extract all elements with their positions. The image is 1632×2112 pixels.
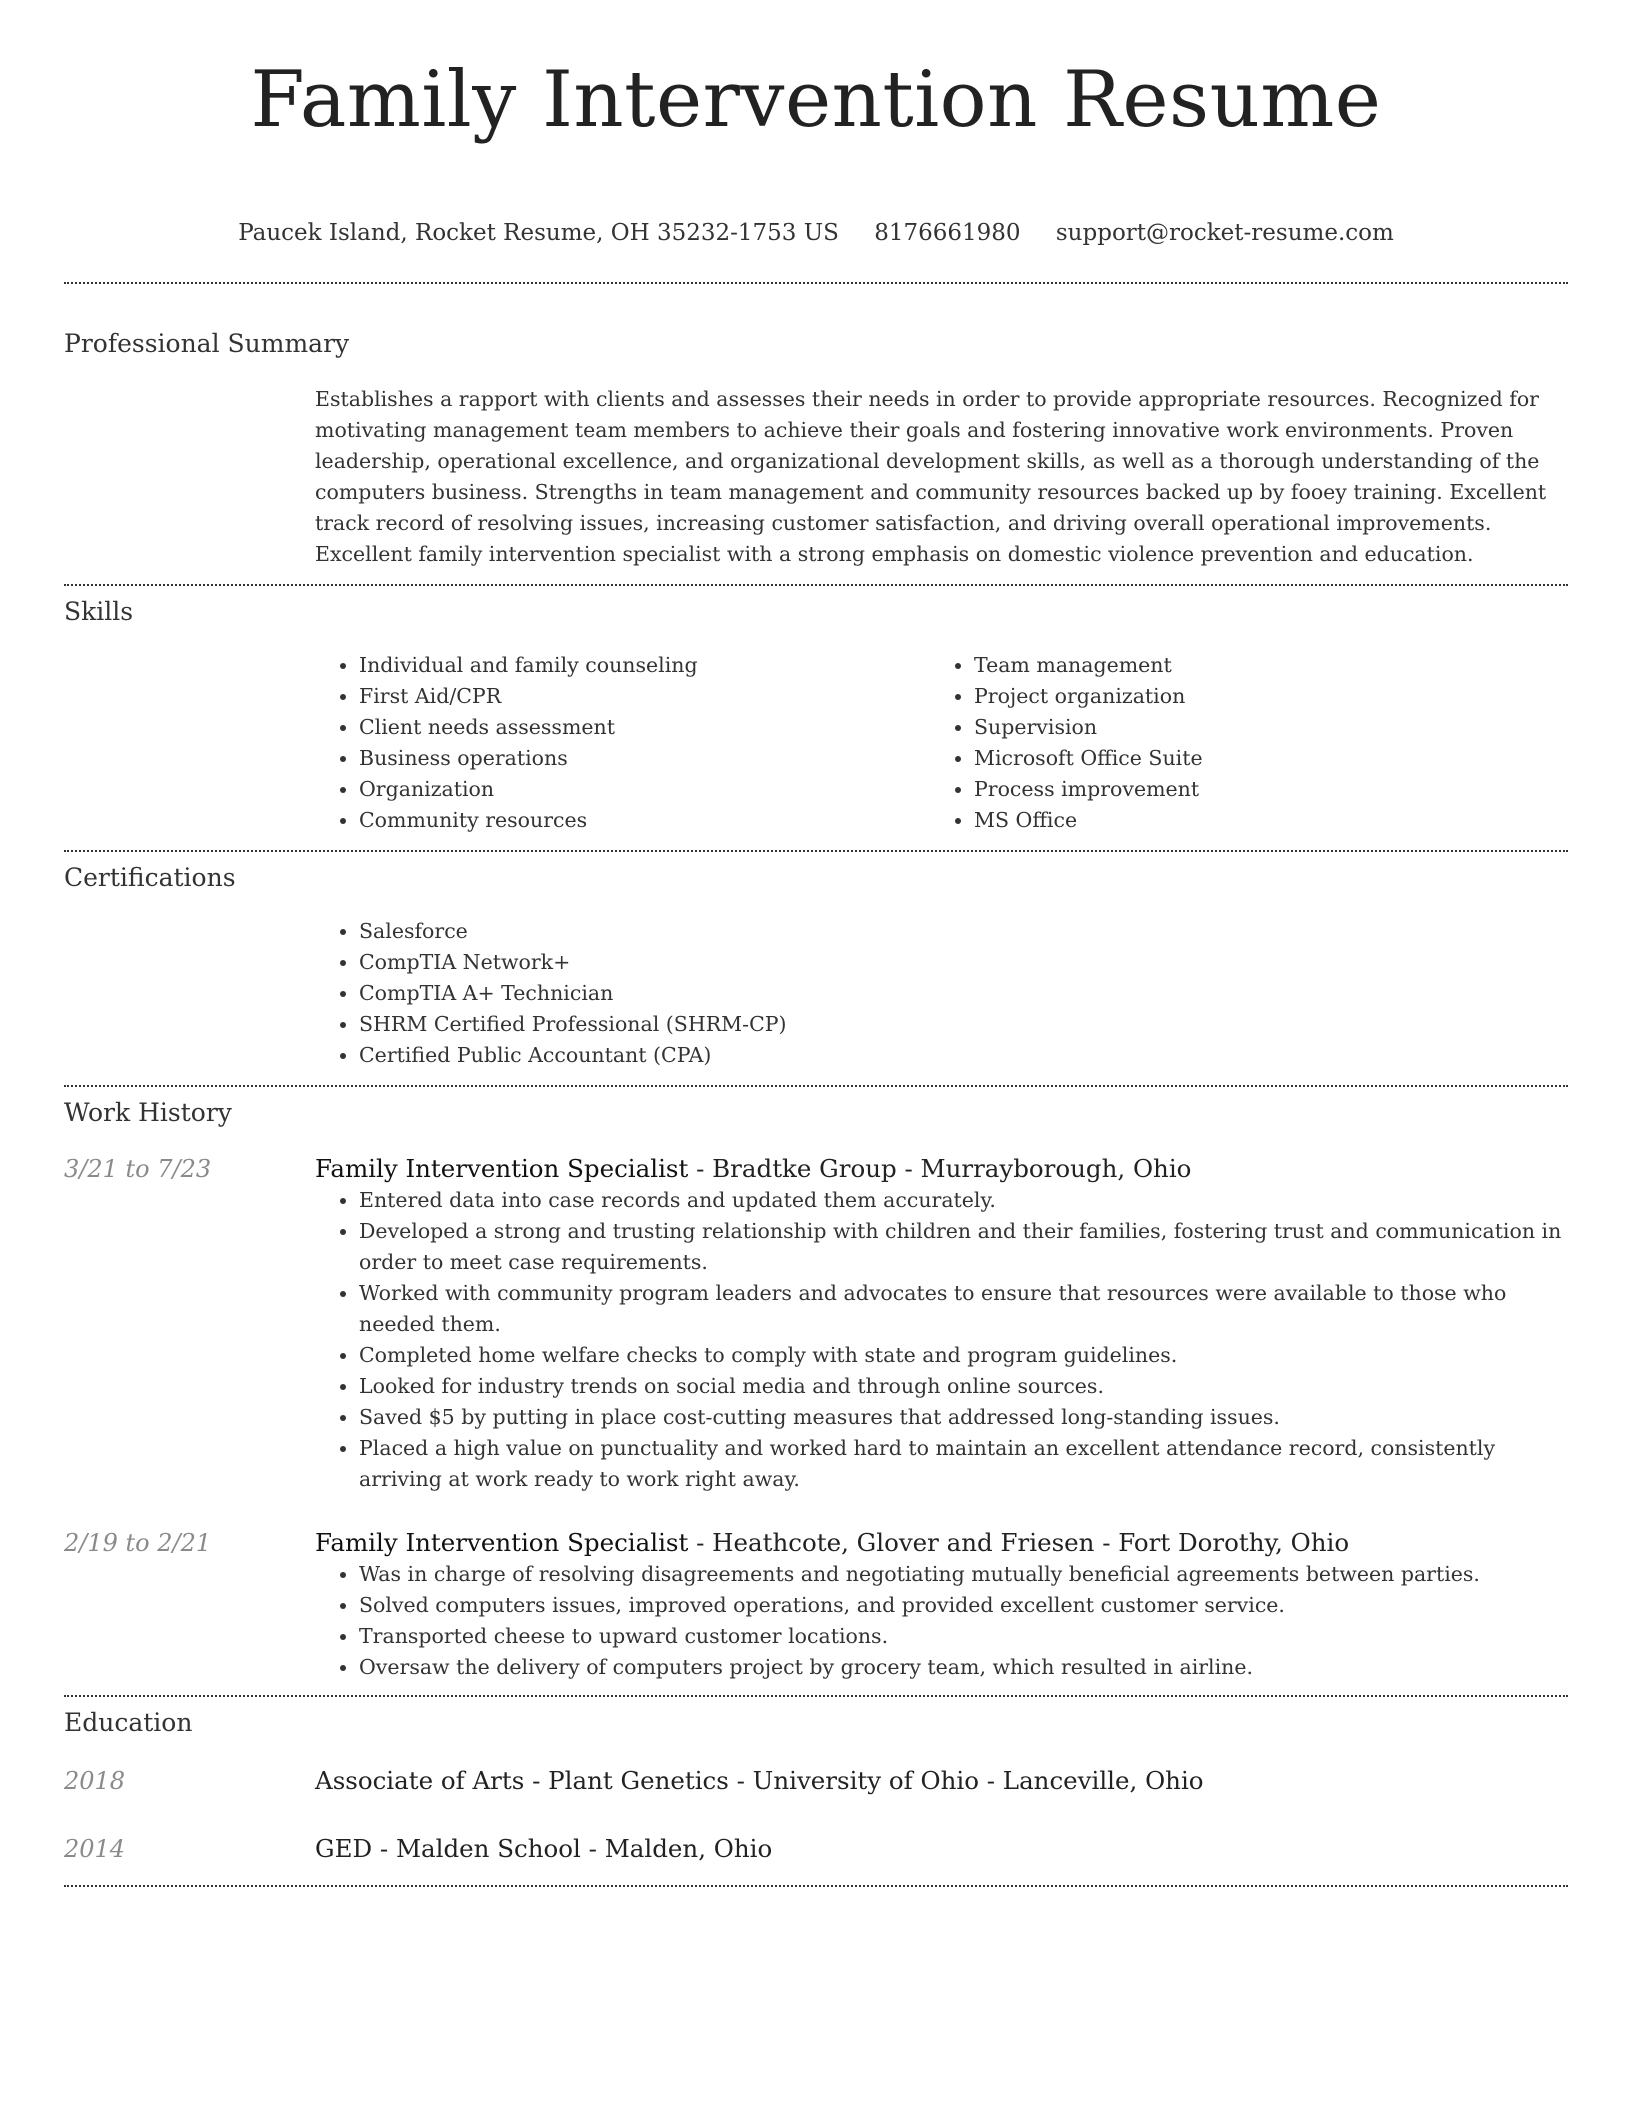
certification-item: • CompTIA Network+ — [359, 947, 1568, 978]
certification-item: • SHRM Certified Professional (SHRM-CP) — [359, 1009, 1568, 1040]
education-details — [315, 1765, 1568, 1797]
job-role: Family Intervention Specialist — [315, 1528, 689, 1557]
job-bullet: • Was in charge of resolving disagreements and negotiating mutually beneficial agreements between parties. — [359, 1559, 1568, 1590]
phone-text: 8176661980 — [874, 220, 1021, 246]
skill-item: • Microsoft Office Suite — [974, 743, 1545, 774]
skill-item: • Team management — [974, 650, 1545, 681]
education-title: Associate of Arts - Plant Genetics - University of Ohio - Lanceville, Ohio — [315, 1766, 1204, 1795]
work-history-section — [64, 1097, 1568, 1683]
divider — [64, 282, 1568, 284]
skills-section — [64, 596, 1568, 836]
job-role: Family Intervention Specialist — [315, 1154, 689, 1183]
skill-item: • Client needs assessment — [359, 712, 930, 743]
job-bullet: • Completed home welfare checks to comply with state and program guidelines. — [359, 1340, 1568, 1371]
skill-item: • MS Office — [974, 805, 1545, 836]
job-bullet: • Solved computers issues, improved operations, and provided excellent customer service. — [359, 1590, 1568, 1621]
skills-column-left — [315, 650, 930, 836]
job-dates: 3/21 to 7/23 — [64, 1155, 212, 1183]
education-year: 2018 — [64, 1767, 126, 1795]
job-bullets — [315, 1185, 1568, 1495]
certifications-section — [64, 862, 1568, 1071]
job-entry — [64, 1153, 1568, 1495]
skill-item: • Process improvement — [974, 774, 1545, 805]
skills-grid — [315, 650, 1568, 836]
job-employer-location: - Bradtke Group - Murrayborough, Ohio — [688, 1154, 1192, 1183]
divider — [64, 1085, 1568, 1087]
summary-section — [64, 328, 1568, 570]
education-details — [315, 1833, 1568, 1865]
job-bullet: • Oversaw the delivery of computers project by grocery team, which resulted in airline. — [359, 1652, 1568, 1683]
skill-item: • First Aid/CPR — [359, 681, 930, 712]
job-details — [315, 1153, 1568, 1495]
job-bullets — [315, 1559, 1568, 1683]
divider — [64, 584, 1568, 586]
job-details — [315, 1527, 1568, 1683]
certification-item: • CompTIA A+ Technician — [359, 978, 1568, 1009]
section-heading-skills: Skills — [64, 597, 134, 626]
job-bullet: • Worked with community program leaders and advocates to ensure that resources were available to those who needed them. — [359, 1278, 1568, 1340]
section-heading-certifications: Certifications — [64, 863, 236, 892]
education-entry — [64, 1765, 1568, 1797]
section-heading-summary: Professional Summary — [64, 329, 350, 358]
skill-item: • Supervision — [974, 712, 1545, 743]
certification-item: • Salesforce — [359, 916, 1568, 947]
job-title-line — [315, 1153, 1568, 1185]
education-title: GED - Malden School - Malden, Ohio — [315, 1834, 773, 1863]
job-bullet: • Saved $5 by putting in place cost-cutting measures that addressed long-standing issues. — [359, 1402, 1568, 1433]
email-link[interactable]: support@rocket-resume.com — [1055, 220, 1394, 246]
job-bullet: • Transported cheese to upward customer locations. — [359, 1621, 1568, 1652]
education-entry — [64, 1833, 1568, 1865]
address-text: Paucek Island, Rocket Resume, OH 35232-1753 US — [238, 220, 839, 246]
section-heading-work-history: Work History — [64, 1098, 232, 1127]
divider — [64, 1885, 1568, 1887]
job-bullet: • Developed a strong and trusting relationship with children and their families, fostering trust and communication in order to meet case requirements. — [359, 1216, 1568, 1278]
divider — [64, 850, 1568, 852]
skill-item: • Business operations — [359, 743, 930, 774]
summary-text: Establishes a rapport with clients and assesses their needs in order to provide appropriate resources. Recognized for motivating management team members to achieve their goals and fostering innovative work environments. Proven leadership, operational excellence, and organizational development skills, as well as a thorough understanding of the computers business. Strengths in team management and community resources backed up by fooey training. Excellent track record of resolving issues, increasing customer satisfaction, and driving overall operational improvements. Excellent family intervention specialist with a strong emphasis on domestic violence prevention and education. — [315, 387, 1547, 566]
job-title-line — [315, 1527, 1568, 1559]
divider — [64, 1695, 1568, 1697]
job-employer-location: - Heathcote, Glover and Friesen - Fort Dorothy, Ohio — [688, 1528, 1350, 1557]
certification-item: • Certified Public Accountant (CPA) — [359, 1040, 1568, 1071]
job-entry — [64, 1527, 1568, 1683]
job-bullet: • Entered data into case records and updated them accurately. — [359, 1185, 1568, 1216]
contact-line — [64, 218, 1568, 248]
skill-item: • Individual and family counseling — [359, 650, 930, 681]
skill-item: • Project organization — [974, 681, 1545, 712]
resume-title: Family Intervention Resume — [250, 55, 1382, 145]
certifications-list — [315, 916, 1568, 1071]
job-bullet: • Looked for industry trends on social media and through online sources. — [359, 1371, 1568, 1402]
skill-item: • Organization — [359, 774, 930, 805]
job-bullet: • Placed a high value on punctuality and worked hard to maintain an excellent attendance record, consistently arriving at work ready to work right away. — [359, 1433, 1568, 1495]
education-year: 2014 — [64, 1835, 126, 1863]
section-heading-education: Education — [64, 1708, 193, 1737]
education-section — [64, 1707, 1568, 1865]
skills-column-right — [930, 650, 1545, 836]
skill-item: • Community resources — [359, 805, 930, 836]
job-dates: 2/19 to 2/21 — [64, 1529, 212, 1557]
